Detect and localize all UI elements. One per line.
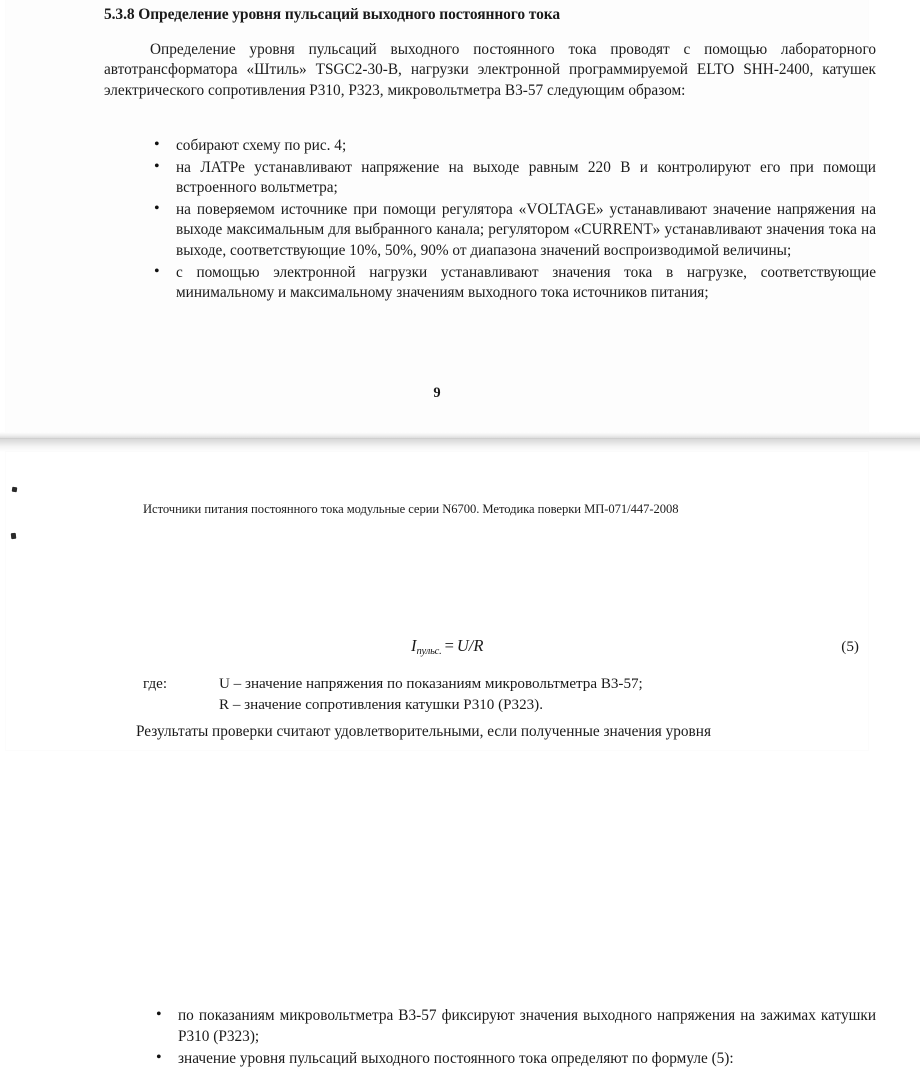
formula-number: (5) xyxy=(841,638,859,655)
list-item: • собирают схему по рис. 4; xyxy=(141,136,876,157)
where-definition-r: R – значение сопротивления катушки Р310 (Р323). xyxy=(219,696,543,713)
formula-symbol: I xyxy=(411,636,417,655)
where-block xyxy=(143,674,859,715)
where-definition-u: U – значение напряжения по показаниям микровольтметра В3-57; xyxy=(219,676,643,692)
page-number: 9 xyxy=(433,385,441,401)
procedure-list-page-2 xyxy=(143,1006,876,1072)
formula-right-side: U/R xyxy=(456,636,484,655)
formula-subscript: пульс. xyxy=(416,645,442,657)
list-item: • с помощью электронной нагрузки устанавливают значения тока в нагрузке, соответствующие минимальному и максимальному значениям выходного тока источников питания; xyxy=(141,263,876,304)
scan-artifact-mark xyxy=(12,487,18,493)
running-header: Источники питания постоянного тока модульные серии N6700. Методика поверки МП-071/447-2008 xyxy=(143,502,679,516)
list-item: • значение уровня пульсаций выходного постоянного тока определяют по формуле (5): xyxy=(143,1049,876,1070)
page-separator xyxy=(0,432,920,452)
formula-row xyxy=(143,636,859,660)
document-page-1 xyxy=(6,0,876,432)
scan-artifact-mark xyxy=(11,533,16,539)
document-page-2 xyxy=(6,452,876,1068)
intro-paragraph: Определение уровня пульсаций выходного постоянного тока проводят с помощью лабораторного автотрансформатора «Штиль» TSGC2-30-B, нагрузки электронной программируемой ELTO SHH-2400, катушек электрического сопротивления Р310, Р323, микровольтметра В3-57 следующим образом: xyxy=(104,41,876,99)
list-item: • на ЛАТРе устанавливают напряжение на выходе равным 220 В и контролируют его при помощи встроенного вольтметра; xyxy=(141,158,876,199)
section-heading: 5.3.8 Определение уровня пульсаций выходного постоянного тока xyxy=(104,6,560,23)
closing-paragraph: Результаты проверки считают удовлетворительными, если полученные значения уровня xyxy=(136,723,711,740)
list-item: • на поверяемом источнике при помощи регулятора «VOLTAGE» устанавливают значение напряжения на выходе максимальным для выбранного канала; регулятором «CURRENT» устанавливают значения тока на выходе, соответствующие 10%, 50%, 90% от диапазона значений воспроизводимой величины; xyxy=(141,200,876,262)
where-definitions xyxy=(219,674,859,715)
list-item: • по показаниям микровольтметра В3-57 фиксируют значения выходного напряжения на зажимах катушки Р310 (Р323); xyxy=(143,1006,876,1047)
procedure-list-page-1 xyxy=(141,136,876,305)
formula-expression xyxy=(411,636,483,657)
where-label: где: xyxy=(143,676,168,692)
formula-equals: = xyxy=(444,636,454,655)
